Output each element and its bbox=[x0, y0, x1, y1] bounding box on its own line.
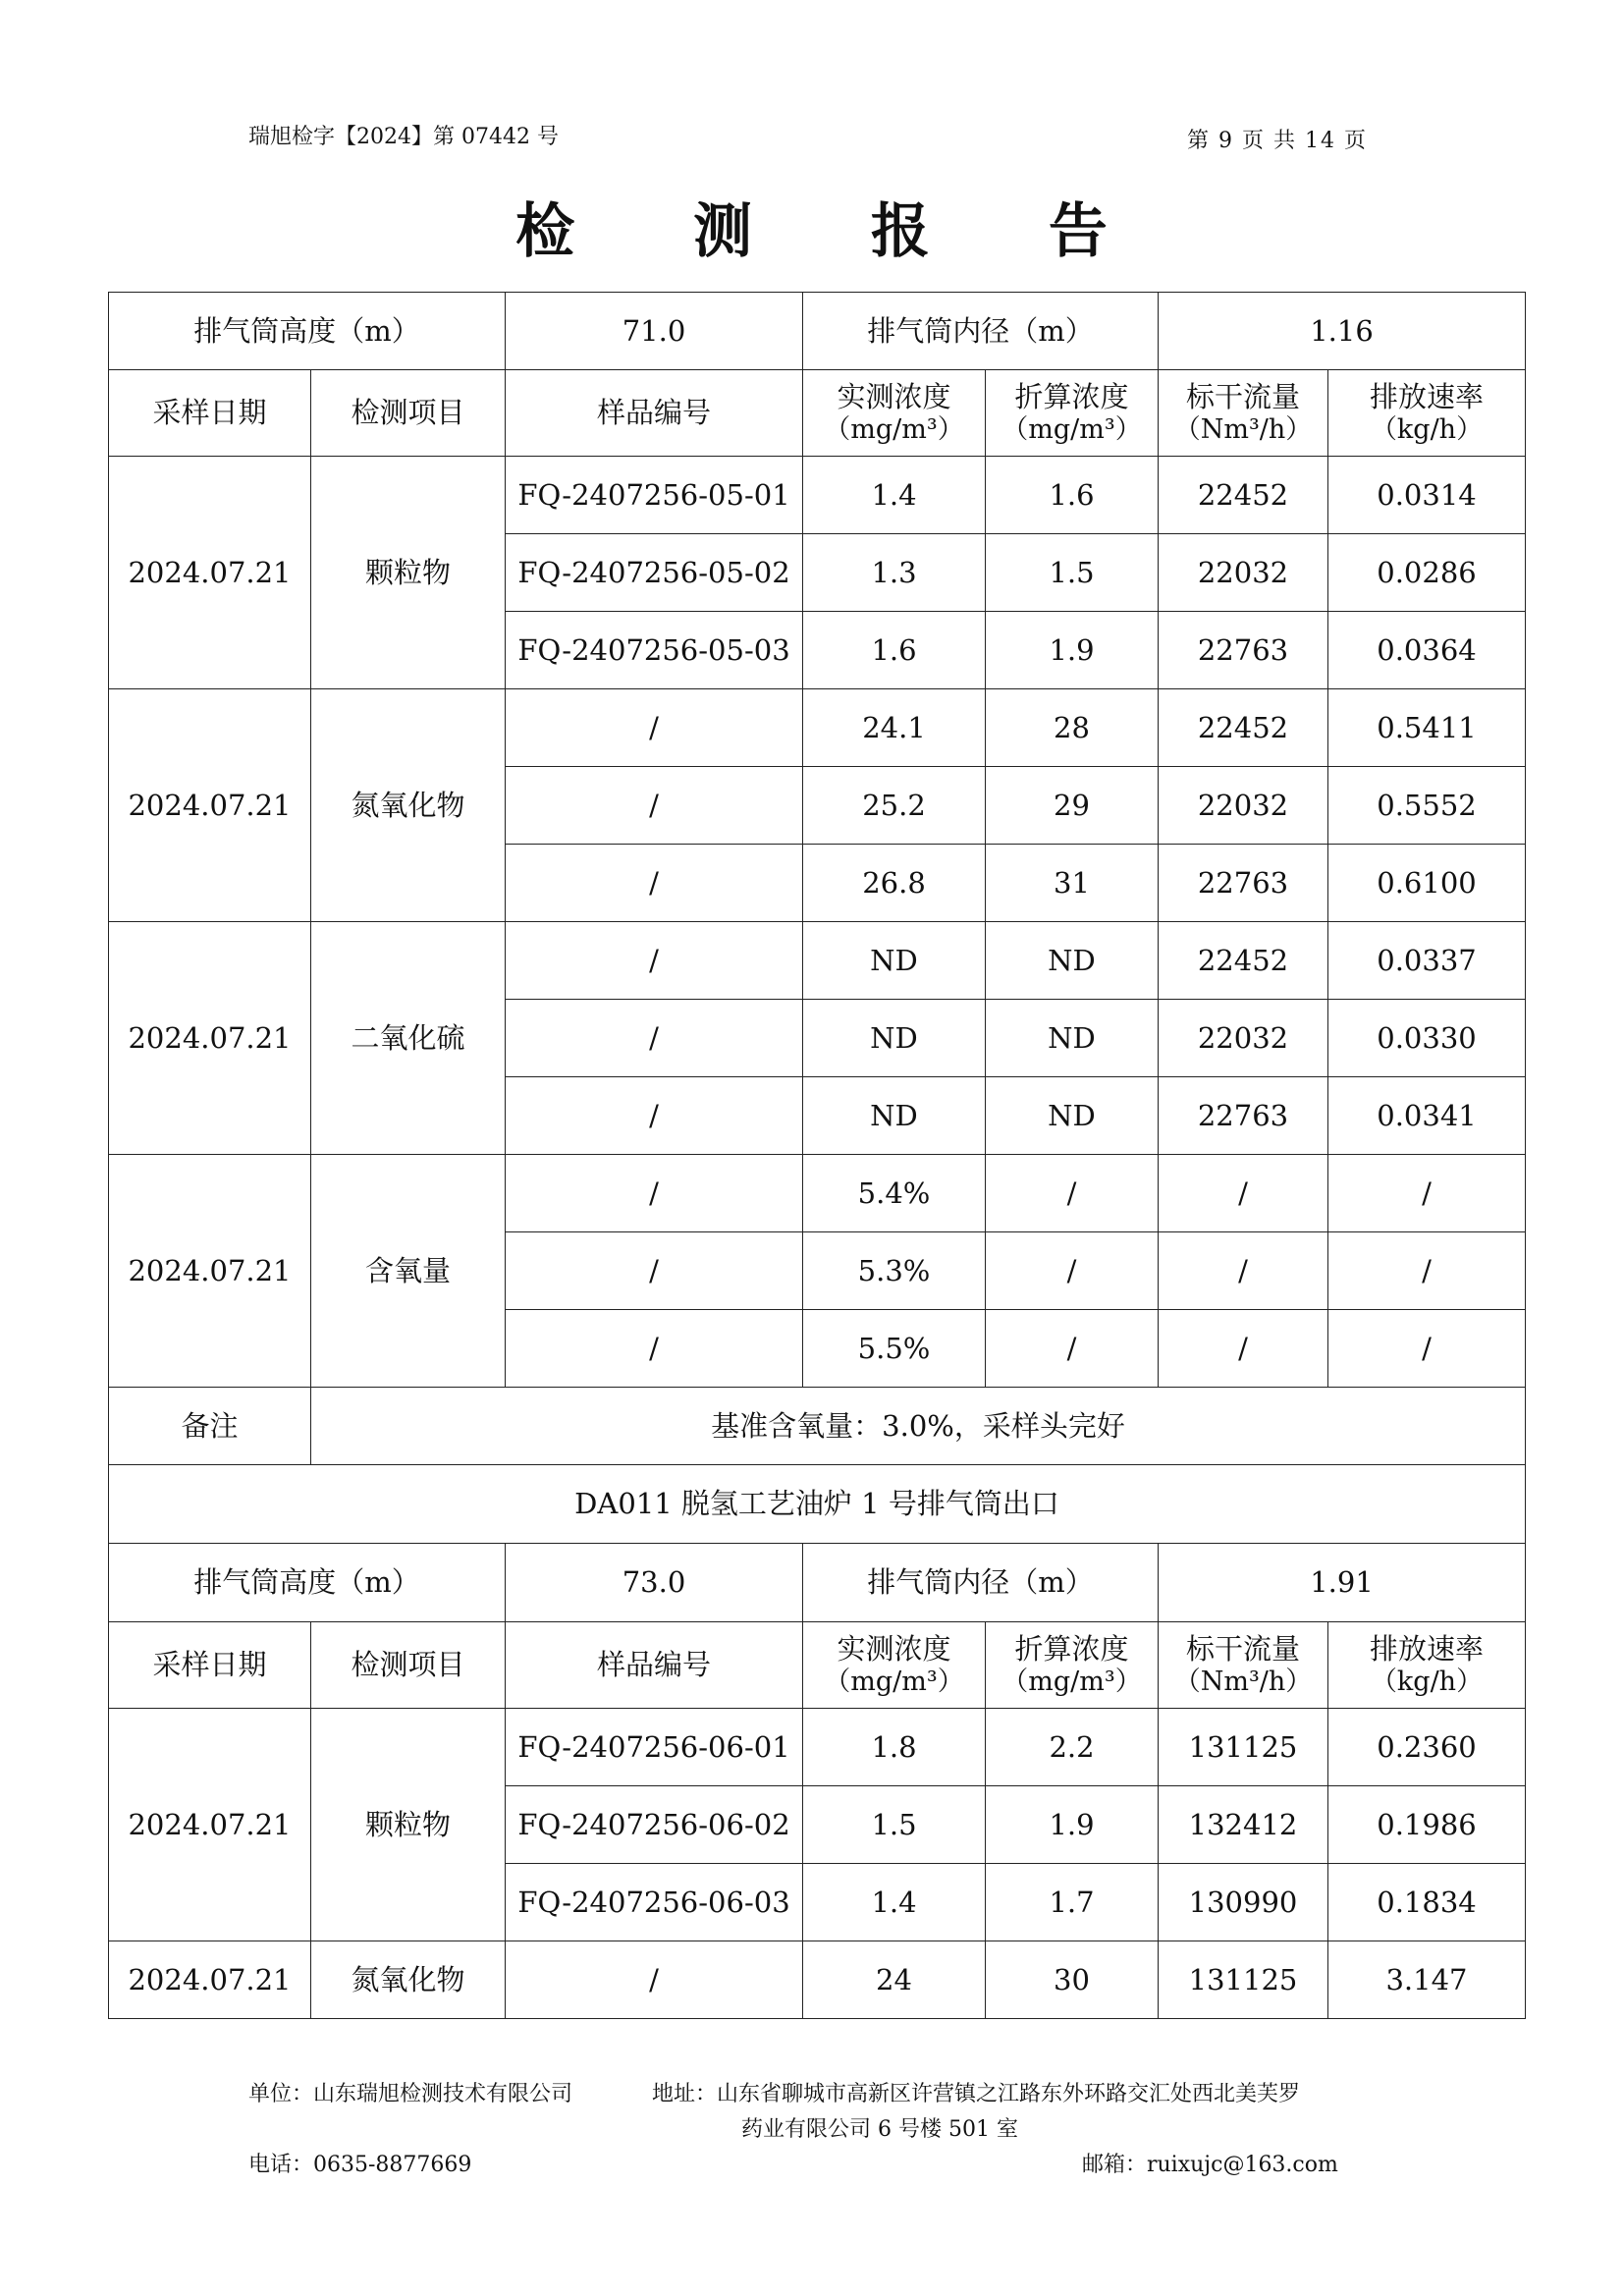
cell-flow: 22032 bbox=[1159, 534, 1328, 612]
cell-converted: 1.9 bbox=[986, 612, 1159, 689]
cell-flow: 22452 bbox=[1159, 689, 1328, 767]
cell-measured: 25.2 bbox=[803, 767, 986, 845]
remark-row bbox=[109, 1388, 1526, 1465]
cell-sample: / bbox=[506, 689, 803, 767]
header-flow: 标干流量 （Nm³/h） bbox=[1159, 370, 1328, 457]
report-table bbox=[108, 292, 1526, 2019]
footer-address-line1: 地址：山东省聊城市高新区许营镇之江路东外环路交汇处西北美芙罗 bbox=[652, 2082, 1301, 2106]
stack-height-label: 排气筒高度（m） bbox=[109, 1544, 506, 1622]
cell-rate: 0.0330 bbox=[1328, 1000, 1526, 1077]
cell-measured: 1.8 bbox=[803, 1709, 986, 1786]
cell-sample: FQ-2407256-06-02 bbox=[506, 1786, 803, 1864]
cell-flow: / bbox=[1159, 1310, 1328, 1388]
cell-flow: / bbox=[1159, 1155, 1328, 1232]
group-item: 颗粒物 bbox=[311, 1709, 506, 1941]
cell-sample: / bbox=[506, 767, 803, 845]
header-sample: 样品编号 bbox=[506, 370, 803, 457]
cell-flow: 131125 bbox=[1159, 1941, 1328, 2019]
cell-sample: FQ-2407256-05-03 bbox=[506, 612, 803, 689]
cell-rate: 3.147 bbox=[1328, 1941, 1526, 2019]
cell-sample: / bbox=[506, 1155, 803, 1232]
cell-sample: / bbox=[506, 922, 803, 1000]
group-date: 2024.07.21 bbox=[109, 1709, 311, 1941]
cell-measured: 1.5 bbox=[803, 1786, 986, 1864]
header-item: 检测项目 bbox=[311, 1622, 506, 1709]
cell-sample: FQ-2407256-05-01 bbox=[506, 457, 803, 534]
cell-flow: 22763 bbox=[1159, 845, 1328, 922]
cell-measured: 5.3% bbox=[803, 1232, 986, 1310]
section-title: DA011 脱氢工艺油炉 1 号排气筒出口 bbox=[109, 1465, 1526, 1544]
stack-info-row bbox=[109, 293, 1526, 370]
column-header-row bbox=[109, 1622, 1526, 1709]
stack-diameter-value: 1.91 bbox=[1159, 1544, 1526, 1622]
cell-measured: 24 bbox=[803, 1941, 986, 2019]
stack-diameter-label: 排气筒内径（m） bbox=[803, 293, 1159, 370]
cell-converted: 31 bbox=[986, 845, 1159, 922]
group-date: 2024.07.21 bbox=[109, 922, 311, 1155]
cell-sample: FQ-2407256-05-02 bbox=[506, 534, 803, 612]
cell-measured: ND bbox=[803, 1000, 986, 1077]
cell-measured: 5.4% bbox=[803, 1155, 986, 1232]
page-indicator: 第 9 页 共 14 页 bbox=[1187, 129, 1369, 153]
stack-height-value: 73.0 bbox=[506, 1544, 803, 1622]
cell-converted: 1.6 bbox=[986, 457, 1159, 534]
cell-measured: ND bbox=[803, 922, 986, 1000]
section-title-row bbox=[109, 1465, 1526, 1544]
cell-converted: / bbox=[986, 1155, 1159, 1232]
cell-rate: / bbox=[1328, 1232, 1526, 1310]
cell-converted: ND bbox=[986, 1000, 1159, 1077]
header-measured: 实测浓度 （mg/m³） bbox=[803, 1622, 986, 1709]
cell-flow: 22032 bbox=[1159, 767, 1328, 845]
table-row bbox=[109, 689, 1526, 767]
footer-email: 邮箱：ruixujc@163.com bbox=[1082, 2153, 1338, 2177]
group-item: 氮氧化物 bbox=[311, 1941, 506, 2019]
stack-height-value: 71.0 bbox=[506, 293, 803, 370]
header-rate: 排放速率 （kg/h） bbox=[1328, 370, 1526, 457]
stack-diameter-label: 排气筒内径（m） bbox=[803, 1544, 1159, 1622]
header-measured: 实测浓度 （mg/m³） bbox=[803, 370, 986, 457]
cell-measured: 1.3 bbox=[803, 534, 986, 612]
group-date: 2024.07.21 bbox=[109, 457, 311, 689]
cell-measured: 5.5% bbox=[803, 1310, 986, 1388]
report-number: 瑞旭检字【2024】第 07442 号 bbox=[248, 125, 559, 149]
footer-unit: 单位：山东瑞旭检测技术有限公司 bbox=[248, 2082, 573, 2106]
group-item: 氮氧化物 bbox=[311, 689, 506, 922]
header-date: 采样日期 bbox=[109, 370, 311, 457]
cell-rate: 0.0341 bbox=[1328, 1077, 1526, 1155]
cell-rate: 0.1986 bbox=[1328, 1786, 1526, 1864]
cell-sample: / bbox=[506, 1232, 803, 1310]
cell-flow: 22763 bbox=[1159, 612, 1328, 689]
cell-sample: / bbox=[506, 1000, 803, 1077]
group-item: 二氧化硫 bbox=[311, 922, 506, 1155]
table-row bbox=[109, 1941, 1526, 2019]
cell-flow: 22763 bbox=[1159, 1077, 1328, 1155]
cell-converted: ND bbox=[986, 1077, 1159, 1155]
cell-rate: 0.6100 bbox=[1328, 845, 1526, 922]
table-row bbox=[109, 1155, 1526, 1232]
header-item: 检测项目 bbox=[311, 370, 506, 457]
group-date: 2024.07.21 bbox=[109, 1941, 311, 2019]
header-date: 采样日期 bbox=[109, 1622, 311, 1709]
group-date: 2024.07.21 bbox=[109, 689, 311, 922]
cell-rate: 0.0337 bbox=[1328, 922, 1526, 1000]
cell-measured: 1.4 bbox=[803, 1864, 986, 1941]
cell-rate: / bbox=[1328, 1310, 1526, 1388]
cell-rate: 0.0286 bbox=[1328, 534, 1526, 612]
cell-flow: 131125 bbox=[1159, 1709, 1328, 1786]
table-row bbox=[109, 1709, 1526, 1786]
header-converted: 折算浓度 （mg/m³） bbox=[986, 1622, 1159, 1709]
cell-flow: 132412 bbox=[1159, 1786, 1328, 1864]
cell-measured: 1.4 bbox=[803, 457, 986, 534]
column-header-row bbox=[109, 370, 1526, 457]
cell-converted: 30 bbox=[986, 1941, 1159, 2019]
cell-flow: 22032 bbox=[1159, 1000, 1328, 1077]
cell-flow: / bbox=[1159, 1232, 1328, 1310]
cell-sample: / bbox=[506, 1310, 803, 1388]
cell-rate: 0.1834 bbox=[1328, 1864, 1526, 1941]
cell-rate: 0.5411 bbox=[1328, 689, 1526, 767]
cell-converted: 1.9 bbox=[986, 1786, 1159, 1864]
cell-rate: 0.0314 bbox=[1328, 457, 1526, 534]
table-row bbox=[109, 457, 1526, 534]
header-flow: 标干流量 （Nm³/h） bbox=[1159, 1622, 1328, 1709]
cell-rate: / bbox=[1328, 1155, 1526, 1232]
footer-phone: 电话：0635-8877669 bbox=[248, 2153, 472, 2177]
cell-rate: 0.2360 bbox=[1328, 1709, 1526, 1786]
cell-measured: ND bbox=[803, 1077, 986, 1155]
footer-address-line2: 药业有限公司 6 号楼 501 室 bbox=[741, 2117, 1018, 2142]
cell-flow: 130990 bbox=[1159, 1864, 1328, 1941]
cell-converted: 28 bbox=[986, 689, 1159, 767]
group-date: 2024.07.21 bbox=[109, 1155, 311, 1388]
stack-info-row bbox=[109, 1544, 1526, 1622]
table-row bbox=[109, 922, 1526, 1000]
header-converted: 折算浓度 （mg/m³） bbox=[986, 370, 1159, 457]
cell-converted: / bbox=[986, 1310, 1159, 1388]
cell-sample: / bbox=[506, 1077, 803, 1155]
cell-converted: 1.7 bbox=[986, 1864, 1159, 1941]
cell-sample: FQ-2407256-06-01 bbox=[506, 1709, 803, 1786]
stack-diameter-value: 1.16 bbox=[1159, 293, 1526, 370]
cell-measured: 26.8 bbox=[803, 845, 986, 922]
header-rate: 排放速率 （kg/h） bbox=[1328, 1622, 1526, 1709]
cell-sample: / bbox=[506, 1941, 803, 2019]
cell-measured: 1.6 bbox=[803, 612, 986, 689]
cell-converted: 1.5 bbox=[986, 534, 1159, 612]
group-item: 含氧量 bbox=[311, 1155, 506, 1388]
page-title: 检 测 报 告 bbox=[515, 197, 1157, 266]
header-sample: 样品编号 bbox=[506, 1622, 803, 1709]
cell-flow: 22452 bbox=[1159, 922, 1328, 1000]
cell-converted: / bbox=[986, 1232, 1159, 1310]
cell-rate: 0.5552 bbox=[1328, 767, 1526, 845]
remark-text: 基准含氧量：3.0%，采样头完好 bbox=[311, 1388, 1526, 1465]
cell-converted: ND bbox=[986, 922, 1159, 1000]
cell-converted: 29 bbox=[986, 767, 1159, 845]
cell-converted: 2.2 bbox=[986, 1709, 1159, 1786]
remark-label: 备注 bbox=[109, 1388, 311, 1465]
stack-height-label: 排气筒高度（m） bbox=[109, 293, 506, 370]
cell-sample: / bbox=[506, 845, 803, 922]
cell-sample: FQ-2407256-06-03 bbox=[506, 1864, 803, 1941]
cell-measured: 24.1 bbox=[803, 689, 986, 767]
cell-rate: 0.0364 bbox=[1328, 612, 1526, 689]
group-item: 颗粒物 bbox=[311, 457, 506, 689]
cell-flow: 22452 bbox=[1159, 457, 1328, 534]
